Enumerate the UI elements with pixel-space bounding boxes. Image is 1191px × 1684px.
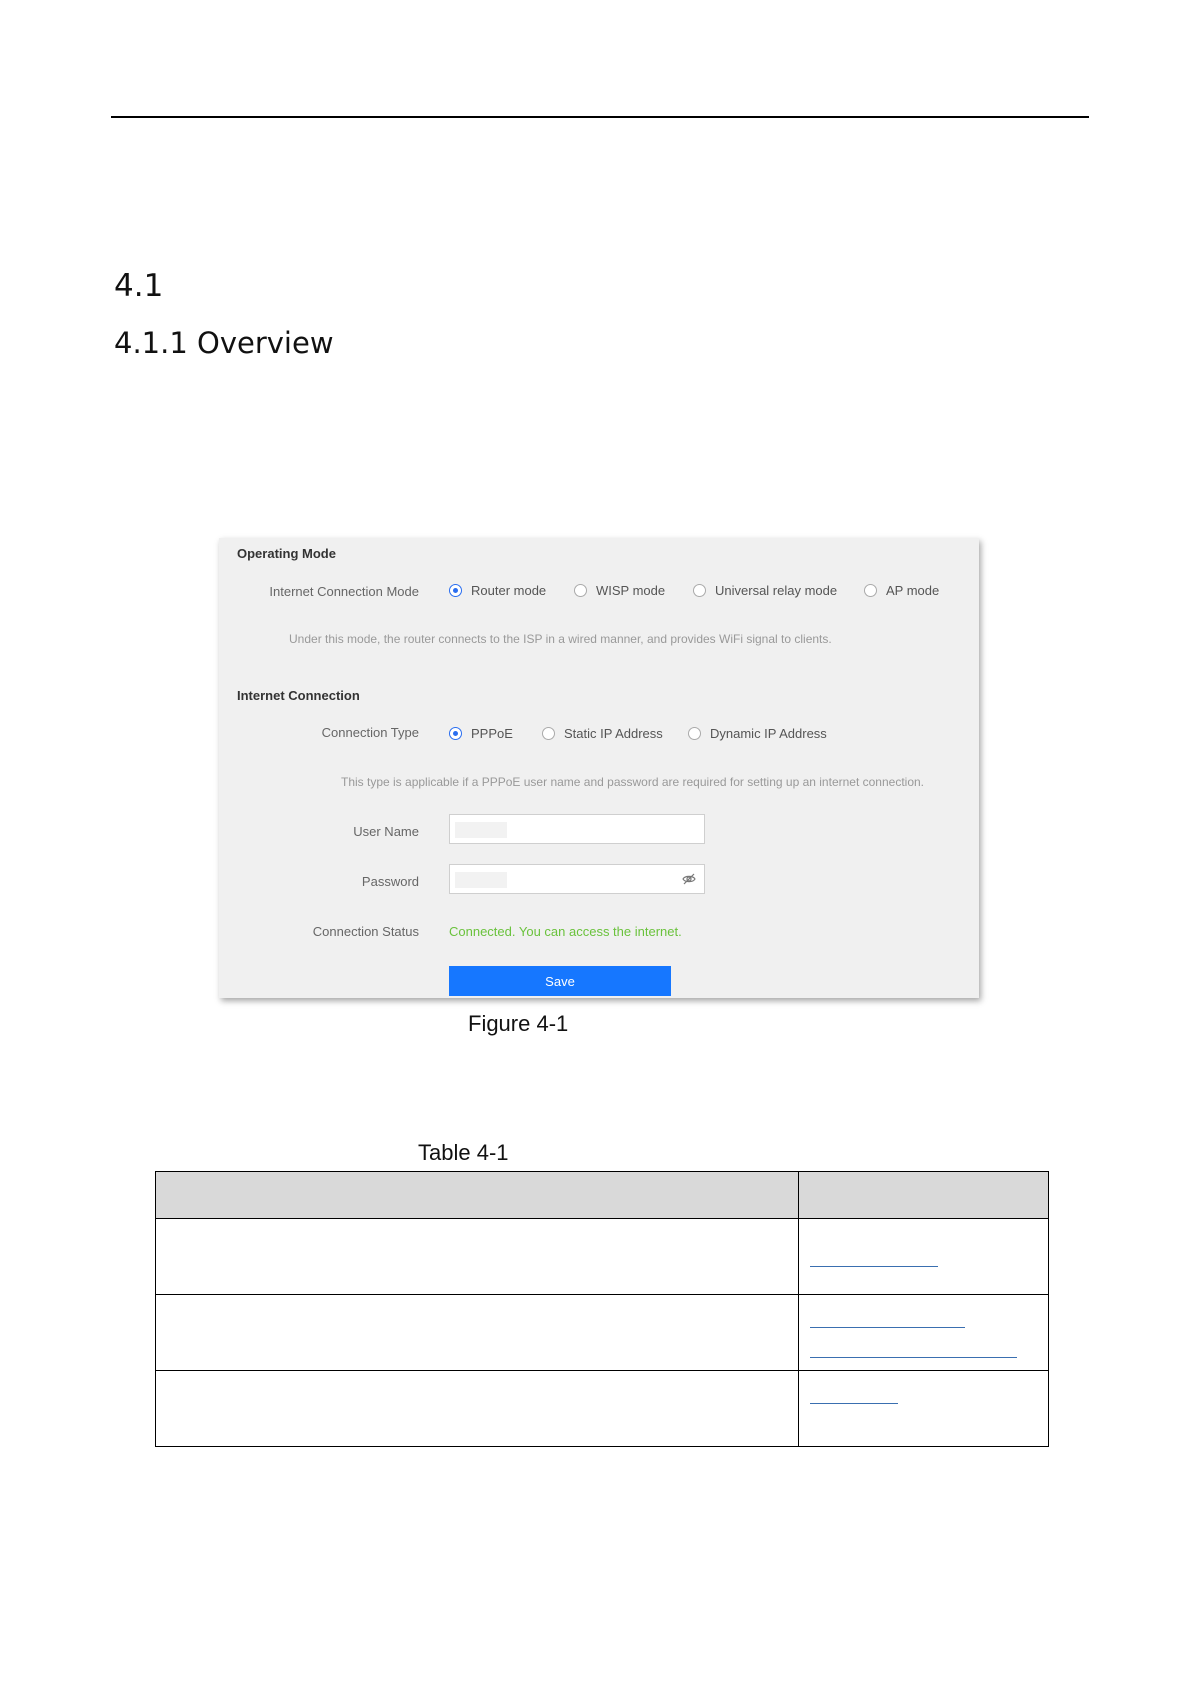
connection-type-hint: This type is applicable if a PPPoE user name and password are required for setting up an internet connection.: [341, 775, 925, 789]
table-cell: [156, 1219, 799, 1295]
radio-unselected-icon: [542, 727, 555, 740]
redacted-value: [455, 822, 507, 838]
radio-router-mode[interactable]: [449, 583, 546, 598]
radio-label: Dynamic IP Address: [710, 726, 827, 741]
operating-mode-hint: Under this mode, the router connects to the ISP in a wired manner, and provides WiFi signal to clients.: [289, 632, 832, 646]
radio-unselected-icon: [574, 584, 587, 597]
radio-label: Universal relay mode: [715, 583, 838, 598]
radio-pppoe[interactable]: [449, 726, 513, 741]
data-table: [155, 1171, 1049, 1447]
subsection-title: 4.1.1 Overview: [114, 326, 334, 360]
table-cell: [156, 1295, 799, 1371]
radio-selected-icon: [449, 727, 462, 740]
radio-dynamic-ip[interactable]: [688, 726, 827, 741]
redacted-link[interactable]: [810, 1357, 1017, 1358]
table-cell: [799, 1219, 1049, 1295]
table-header-cell: [156, 1172, 799, 1219]
table-row: [156, 1219, 1049, 1295]
save-button[interactable]: Save: [449, 966, 671, 996]
username-label: User Name: [353, 824, 419, 839]
radio-label: WISP mode: [596, 583, 666, 598]
table-row: [156, 1371, 1049, 1447]
redacted-value: [455, 872, 507, 888]
table-row: [156, 1295, 1049, 1371]
connection-status-label: Connection Status: [312, 924, 419, 939]
radio-unselected-icon: [688, 727, 701, 740]
table-cell: [156, 1371, 799, 1447]
connection-status-value: Connected. You can access the internet.: [449, 924, 682, 939]
section-number: 4.1: [114, 268, 164, 304]
password-label: Password: [361, 874, 419, 889]
radio-selected-icon: [449, 584, 462, 597]
redacted-link[interactable]: [810, 1403, 898, 1404]
redacted-link[interactable]: [810, 1327, 965, 1328]
table-cell: [799, 1295, 1049, 1371]
radio-unselected-icon: [864, 584, 877, 597]
table-caption: Table 4-1: [418, 1140, 509, 1165]
figure-caption: Figure 4-1: [468, 1011, 569, 1036]
operating-mode-title: Operating Mode: [237, 546, 336, 561]
router-settings-screenshot: [219, 538, 979, 998]
radio-ap-mode[interactable]: [864, 583, 939, 598]
username-input[interactable]: [449, 814, 705, 844]
radio-wisp-mode[interactable]: [574, 583, 665, 598]
radio-universal-relay-mode[interactable]: [693, 583, 837, 598]
radio-label: AP mode: [886, 583, 940, 598]
radio-label: Router mode: [471, 583, 547, 598]
table-cell: [799, 1371, 1049, 1447]
radio-label: Static IP Address: [564, 726, 663, 741]
radio-unselected-icon: [693, 584, 706, 597]
connection-type-label: Connection Type: [321, 725, 419, 740]
internet-connection-mode-label: Internet Connection Mode: [269, 584, 419, 599]
redacted-link[interactable]: [810, 1266, 938, 1267]
internet-connection-title: Internet Connection: [237, 688, 360, 703]
hide-password-icon[interactable]: [682, 872, 696, 886]
password-input[interactable]: [449, 864, 705, 894]
table-header-cell: [799, 1172, 1049, 1219]
radio-label: PPPoE: [471, 726, 513, 741]
header-rule: [111, 116, 1089, 118]
radio-static-ip[interactable]: [542, 726, 663, 741]
table-header-row: [156, 1172, 1049, 1219]
